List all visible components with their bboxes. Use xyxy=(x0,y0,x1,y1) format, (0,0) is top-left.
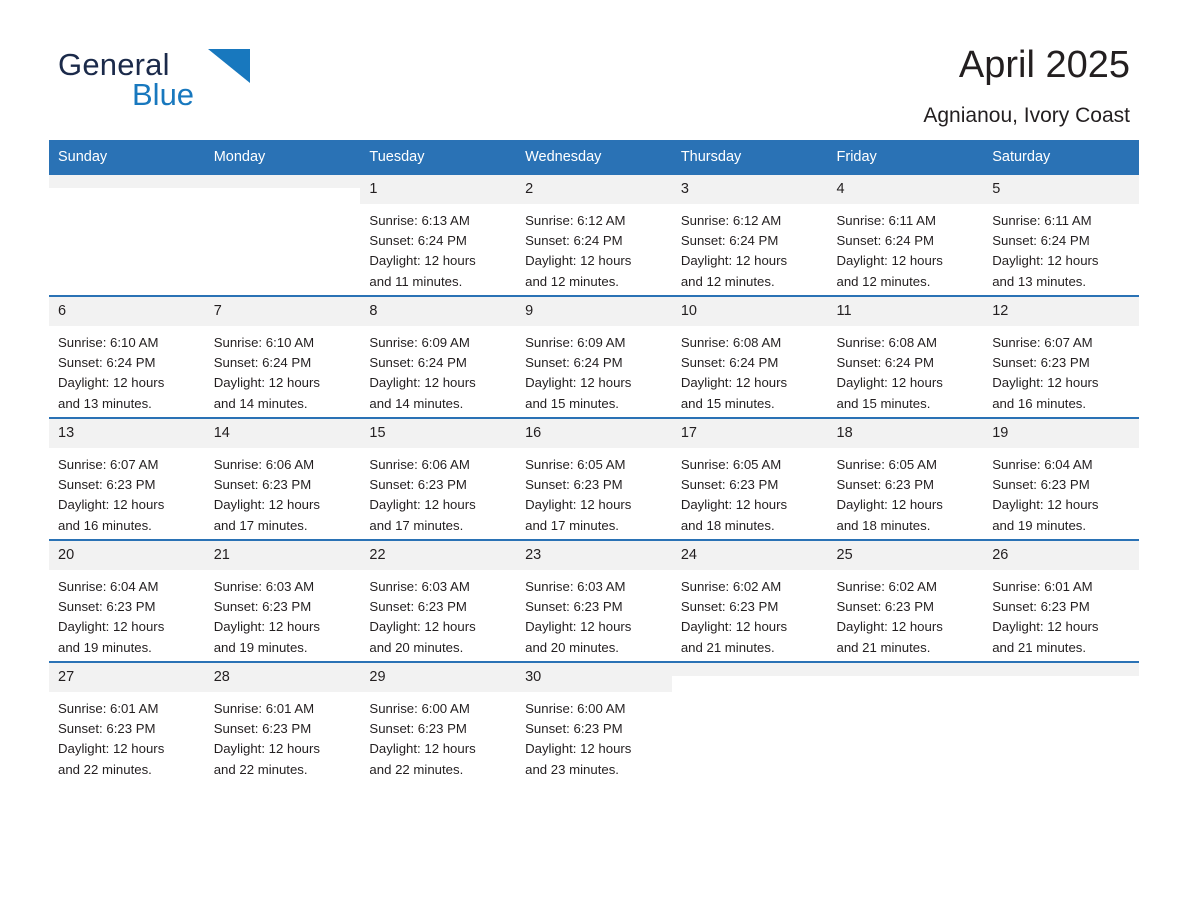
day-number: 23 xyxy=(516,541,672,570)
day-detail-line: Daylight: 12 hours xyxy=(992,497,1099,513)
day-number: 19 xyxy=(983,419,1139,448)
day-number: 16 xyxy=(516,419,672,448)
day-detail-line: Daylight: 12 hours xyxy=(58,375,165,391)
day-detail-line: Sunset: 6:23 PM xyxy=(680,599,779,615)
day-detail-line: Sunrise: 6:01 AM xyxy=(213,701,315,716)
day-details xyxy=(360,204,516,292)
day-number xyxy=(983,663,1139,676)
calendar-cell-empty xyxy=(205,174,361,296)
day-detail-line: Daylight: 12 hours xyxy=(992,375,1099,391)
day-detail-line: Sunset: 6:23 PM xyxy=(213,599,312,615)
day-details xyxy=(672,326,828,414)
day-detail-line: Sunset: 6:24 PM xyxy=(525,355,623,371)
day-detail-line: and 22 minutes. xyxy=(213,761,308,777)
day-detail-line: Daylight: 12 hours xyxy=(369,253,476,269)
day-detail-line: and 20 minutes. xyxy=(369,639,464,655)
day-detail-line: Sunrise: 6:11 AM xyxy=(992,213,1092,228)
day-detail-line: and 20 minutes. xyxy=(525,639,619,655)
calendar-day-cell[interactable] xyxy=(49,296,205,418)
calendar-day-cell[interactable] xyxy=(672,540,828,662)
day-details xyxy=(828,448,984,536)
day-detail-line: Sunrise: 6:00 AM xyxy=(525,701,626,716)
weekday-header-thursday: Thursday xyxy=(672,140,828,174)
day-detail-line: Sunset: 6:24 PM xyxy=(836,355,935,371)
day-number: 17 xyxy=(672,419,828,448)
day-details xyxy=(983,570,1139,658)
day-detail-line: Sunset: 6:24 PM xyxy=(369,355,467,371)
weekday-header-wednesday: Wednesday xyxy=(516,140,672,174)
day-number: 10 xyxy=(672,297,828,326)
day-detail-line: and 17 minutes. xyxy=(369,517,464,533)
day-detail-line: and 16 minutes. xyxy=(58,517,152,533)
day-detail-line: Sunrise: 6:06 AM xyxy=(213,457,315,472)
day-number: 29 xyxy=(360,663,516,692)
day-detail-line: Daylight: 12 hours xyxy=(213,619,320,635)
day-detail-line: Daylight: 12 hours xyxy=(213,497,320,513)
calendar-day-cell[interactable] xyxy=(828,296,984,418)
weekday-header-monday: Monday xyxy=(205,140,361,174)
day-number: 11 xyxy=(828,297,984,326)
day-detail-line: Daylight: 12 hours xyxy=(836,253,943,269)
day-detail-line: Sunset: 6:24 PM xyxy=(992,233,1090,249)
day-detail-line: Sunset: 6:23 PM xyxy=(58,477,156,493)
day-detail-line: Daylight: 12 hours xyxy=(992,253,1099,269)
day-number: 6 xyxy=(49,297,205,326)
page-title: April 2025 xyxy=(958,44,1130,86)
day-detail-line: Daylight: 12 hours xyxy=(525,497,632,513)
day-detail-line: Daylight: 12 hours xyxy=(836,619,943,635)
day-detail-line: Daylight: 12 hours xyxy=(213,741,320,757)
day-detail-line: Sunset: 6:24 PM xyxy=(525,233,623,249)
day-number: 20 xyxy=(49,541,205,570)
day-detail-line: Daylight: 12 hours xyxy=(369,497,476,513)
weekday-header-sunday: Sunday xyxy=(49,140,205,174)
day-detail-line: Sunrise: 6:12 AM xyxy=(525,213,626,228)
day-number: 12 xyxy=(983,297,1139,326)
day-detail-line: Sunrise: 6:06 AM xyxy=(369,457,470,472)
day-detail-line: Daylight: 12 hours xyxy=(213,375,320,391)
triangle-logo-icon xyxy=(208,49,250,83)
day-detail-line: Daylight: 12 hours xyxy=(680,253,788,269)
day-detail-line: Daylight: 12 hours xyxy=(58,497,165,513)
day-detail-line: Daylight: 12 hours xyxy=(680,497,788,513)
day-detail-line: Sunrise: 6:03 AM xyxy=(213,579,315,594)
day-detail-line: Daylight: 12 hours xyxy=(369,619,476,635)
page-header xyxy=(49,0,1139,140)
day-detail-line: and 21 minutes. xyxy=(992,639,1087,655)
day-detail-line: and 21 minutes. xyxy=(836,639,931,655)
day-details xyxy=(205,448,361,536)
day-detail-line: and 14 minutes. xyxy=(213,395,308,411)
weekday-header-row xyxy=(49,140,1139,174)
calendar-week-row xyxy=(49,296,1139,418)
calendar-day-cell[interactable] xyxy=(516,174,672,296)
day-detail-line: Sunset: 6:24 PM xyxy=(58,355,156,371)
day-details xyxy=(205,326,361,414)
day-detail-line: and 11 minutes. xyxy=(369,273,463,289)
calendar-day-cell[interactable] xyxy=(360,296,516,418)
day-detail-line: Daylight: 12 hours xyxy=(680,619,788,635)
day-detail-line: Daylight: 12 hours xyxy=(58,741,165,757)
day-detail-line: Daylight: 12 hours xyxy=(836,375,943,391)
calendar-day-cell[interactable] xyxy=(205,662,361,783)
calendar-day-cell[interactable] xyxy=(672,296,828,418)
day-detail-line: and 18 minutes. xyxy=(836,517,931,533)
day-number xyxy=(672,663,828,676)
day-detail-line: and 13 minutes. xyxy=(992,273,1087,289)
day-detail-line: and 17 minutes. xyxy=(213,517,308,533)
day-number: 3 xyxy=(672,175,828,204)
day-details xyxy=(516,326,672,414)
day-detail-line: Sunset: 6:23 PM xyxy=(58,599,156,615)
day-detail-line: Sunset: 6:23 PM xyxy=(369,477,467,493)
calendar-day-cell[interactable] xyxy=(360,174,516,296)
day-number: 1 xyxy=(360,175,516,204)
day-detail-line: and 15 minutes. xyxy=(836,395,931,411)
calendar-day-cell[interactable] xyxy=(360,540,516,662)
day-detail-line: and 19 minutes. xyxy=(213,639,308,655)
day-detail-line: and 23 minutes. xyxy=(525,761,619,777)
day-detail-line: Sunset: 6:23 PM xyxy=(992,477,1090,493)
calendar-day-cell[interactable] xyxy=(516,540,672,662)
day-detail-line: Sunset: 6:24 PM xyxy=(680,355,779,371)
day-detail-line: and 15 minutes. xyxy=(525,395,619,411)
logo-text-blue: Blue xyxy=(132,77,195,112)
logo-text-general: General xyxy=(58,47,170,82)
calendar-week-row xyxy=(49,662,1139,783)
day-details xyxy=(205,570,361,658)
day-number: 15 xyxy=(360,419,516,448)
day-detail-line: and 12 minutes. xyxy=(680,273,775,289)
day-details xyxy=(516,204,672,292)
day-details xyxy=(983,204,1139,292)
day-detail-line: and 13 minutes. xyxy=(58,395,152,411)
day-detail-line: Sunrise: 6:05 AM xyxy=(680,457,782,472)
calendar-week-row xyxy=(49,540,1139,662)
day-details xyxy=(983,448,1139,536)
calendar-cell-empty xyxy=(672,662,828,783)
day-detail-line: Daylight: 12 hours xyxy=(525,375,632,391)
day-detail-line: Sunset: 6:24 PM xyxy=(836,233,935,249)
day-detail-line: Sunrise: 6:10 AM xyxy=(58,335,159,350)
calendar-day-cell[interactable] xyxy=(983,296,1139,418)
day-detail-line: Sunrise: 6:02 AM xyxy=(680,579,782,594)
day-number: 24 xyxy=(672,541,828,570)
day-details xyxy=(672,448,828,536)
day-detail-line: and 19 minutes. xyxy=(58,639,152,655)
day-details xyxy=(49,570,205,658)
day-detail-line: and 15 minutes. xyxy=(680,395,775,411)
day-number xyxy=(828,663,984,676)
calendar-cell-empty xyxy=(983,662,1139,783)
day-detail-line: Sunrise: 6:10 AM xyxy=(213,335,315,350)
calendar-cell-empty xyxy=(49,174,205,296)
day-details xyxy=(672,204,828,292)
day-detail-line: Sunset: 6:24 PM xyxy=(680,233,779,249)
calendar-day-cell[interactable] xyxy=(49,418,205,540)
day-number: 2 xyxy=(516,175,672,204)
day-number: 7 xyxy=(205,297,361,326)
day-detail-line: and 12 minutes. xyxy=(525,273,619,289)
calendar-day-cell[interactable] xyxy=(983,540,1139,662)
day-detail-line: Sunrise: 6:03 AM xyxy=(369,579,470,594)
day-detail-line: Sunrise: 6:02 AM xyxy=(836,579,937,594)
day-number xyxy=(49,175,205,188)
day-detail-line: Sunset: 6:23 PM xyxy=(680,477,779,493)
calendar-day-cell[interactable] xyxy=(828,540,984,662)
day-number xyxy=(205,175,361,188)
day-number: 25 xyxy=(828,541,984,570)
day-detail-line: Sunset: 6:24 PM xyxy=(369,233,467,249)
general-blue-logo xyxy=(58,48,318,120)
calendar-day-cell[interactable] xyxy=(672,174,828,296)
day-detail-line: Sunset: 6:24 PM xyxy=(213,355,312,371)
day-detail-line: and 22 minutes. xyxy=(369,761,464,777)
day-number: 21 xyxy=(205,541,361,570)
day-detail-line: Daylight: 12 hours xyxy=(992,619,1099,635)
day-details xyxy=(828,326,984,414)
day-details xyxy=(360,570,516,658)
day-details xyxy=(516,692,672,780)
day-number: 26 xyxy=(983,541,1139,570)
day-detail-line: Daylight: 12 hours xyxy=(525,741,632,757)
title-block xyxy=(923,42,1130,130)
day-detail-line: Sunset: 6:23 PM xyxy=(525,477,623,493)
day-detail-line: Sunset: 6:23 PM xyxy=(213,477,312,493)
day-number: 4 xyxy=(828,175,984,204)
day-number: 14 xyxy=(205,419,361,448)
calendar-day-cell[interactable] xyxy=(205,418,361,540)
day-detail-line: Sunrise: 6:07 AM xyxy=(58,457,159,472)
calendar-day-cell[interactable] xyxy=(828,174,984,296)
day-detail-line: Daylight: 12 hours xyxy=(680,375,788,391)
day-detail-line: Sunset: 6:23 PM xyxy=(213,721,312,737)
day-detail-line: and 18 minutes. xyxy=(680,517,775,533)
day-detail-line: and 19 minutes. xyxy=(992,517,1087,533)
day-detail-line: and 22 minutes. xyxy=(58,761,152,777)
calendar-day-cell[interactable] xyxy=(516,662,672,783)
calendar-day-cell[interactable] xyxy=(672,418,828,540)
calendar-day-cell[interactable] xyxy=(205,296,361,418)
calendar-week-row xyxy=(49,418,1139,540)
day-detail-line: Sunrise: 6:01 AM xyxy=(58,701,159,716)
day-detail-line: Sunrise: 6:00 AM xyxy=(369,701,470,716)
day-detail-line: Sunrise: 6:01 AM xyxy=(992,579,1093,594)
day-detail-line: Sunset: 6:23 PM xyxy=(992,599,1090,615)
day-number: 13 xyxy=(49,419,205,448)
day-detail-line: Sunrise: 6:13 AM xyxy=(369,213,470,228)
day-details xyxy=(49,692,205,780)
calendar-cell-empty xyxy=(828,662,984,783)
calendar-day-cell[interactable] xyxy=(516,418,672,540)
day-details xyxy=(360,326,516,414)
day-details xyxy=(516,448,672,536)
day-detail-line: Sunrise: 6:05 AM xyxy=(525,457,626,472)
location-subtitle: Agnianou, Ivory Coast xyxy=(923,104,1130,127)
day-details xyxy=(516,570,672,658)
calendar-day-cell[interactable] xyxy=(516,296,672,418)
day-number: 22 xyxy=(360,541,516,570)
calendar-day-cell[interactable] xyxy=(828,418,984,540)
day-details xyxy=(828,570,984,658)
day-detail-line: and 17 minutes. xyxy=(525,517,619,533)
day-detail-line: Sunset: 6:23 PM xyxy=(836,477,935,493)
day-detail-line: Daylight: 12 hours xyxy=(369,741,476,757)
day-details xyxy=(205,692,361,780)
calendar-week-row xyxy=(49,174,1139,296)
day-detail-line: Sunset: 6:23 PM xyxy=(525,599,623,615)
day-detail-line: Daylight: 12 hours xyxy=(525,253,632,269)
weekday-header-friday: Friday xyxy=(828,140,984,174)
day-detail-line: and 12 minutes. xyxy=(836,273,931,289)
day-detail-line: Sunrise: 6:09 AM xyxy=(525,335,626,350)
day-details xyxy=(49,448,205,536)
day-details xyxy=(983,326,1139,414)
weekday-header-saturday: Saturday xyxy=(983,140,1139,174)
calendar-day-cell[interactable] xyxy=(360,418,516,540)
day-details xyxy=(672,570,828,658)
calendar-day-cell[interactable] xyxy=(49,540,205,662)
day-details xyxy=(360,448,516,536)
calendar-day-cell[interactable] xyxy=(49,662,205,783)
day-number: 28 xyxy=(205,663,361,692)
day-detail-line: Sunset: 6:23 PM xyxy=(369,721,467,737)
day-detail-line: Daylight: 12 hours xyxy=(525,619,632,635)
day-detail-line: Sunset: 6:23 PM xyxy=(992,355,1090,371)
day-detail-line: Sunrise: 6:09 AM xyxy=(369,335,470,350)
day-detail-line: and 16 minutes. xyxy=(992,395,1087,411)
day-detail-line: and 14 minutes. xyxy=(369,395,464,411)
day-detail-line: Daylight: 12 hours xyxy=(369,375,476,391)
day-detail-line: Sunrise: 6:05 AM xyxy=(836,457,937,472)
day-detail-line: Daylight: 12 hours xyxy=(58,619,165,635)
day-detail-line: and 21 minutes. xyxy=(680,639,775,655)
day-details xyxy=(49,326,205,414)
calendar-day-cell[interactable] xyxy=(205,540,361,662)
day-detail-line: Sunrise: 6:11 AM xyxy=(836,213,936,228)
day-detail-line: Sunset: 6:23 PM xyxy=(525,721,623,737)
day-detail-line: Daylight: 12 hours xyxy=(836,497,943,513)
calendar-day-cell[interactable] xyxy=(983,174,1139,296)
day-detail-line: Sunset: 6:23 PM xyxy=(369,599,467,615)
sunrise-sunset-calendar xyxy=(49,140,1139,783)
day-detail-line: Sunrise: 6:08 AM xyxy=(680,335,782,350)
day-number: 9 xyxy=(516,297,672,326)
weekday-header-tuesday: Tuesday xyxy=(360,140,516,174)
day-detail-line: Sunrise: 6:08 AM xyxy=(836,335,937,350)
calendar-day-cell[interactable] xyxy=(983,418,1139,540)
day-detail-line: Sunrise: 6:12 AM xyxy=(680,213,782,228)
day-details xyxy=(360,692,516,780)
day-details xyxy=(828,204,984,292)
day-number: 5 xyxy=(983,175,1139,204)
day-detail-line: Sunrise: 6:04 AM xyxy=(58,579,159,594)
day-detail-line: Sunset: 6:23 PM xyxy=(836,599,935,615)
day-detail-line: Sunrise: 6:03 AM xyxy=(525,579,626,594)
day-number: 30 xyxy=(516,663,672,692)
day-number: 18 xyxy=(828,419,984,448)
day-number: 27 xyxy=(49,663,205,692)
day-detail-line: Sunrise: 6:04 AM xyxy=(992,457,1093,472)
day-detail-line: Sunset: 6:23 PM xyxy=(58,721,156,737)
day-number: 8 xyxy=(360,297,516,326)
calendar-day-cell[interactable] xyxy=(360,662,516,783)
day-detail-line: Sunrise: 6:07 AM xyxy=(992,335,1093,350)
